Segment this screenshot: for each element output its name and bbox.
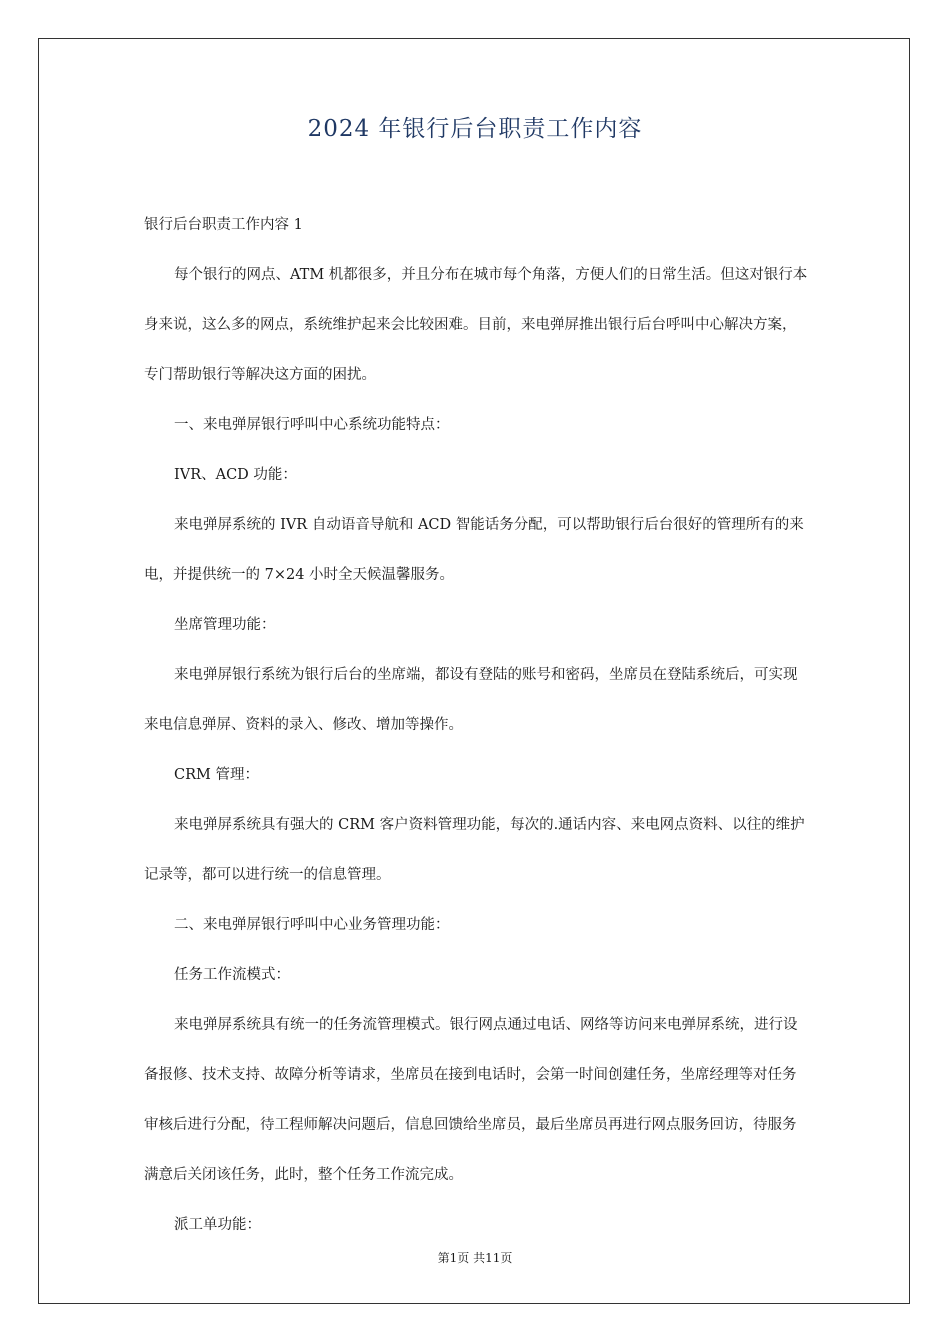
paragraph-9: 来电弹屏系统具有强大的 CRM 客户资料管理功能，每次的.通话内容、来电网点资料、以往的维护记录等，都可以进行统一的信息管理。 [144, 817, 805, 883]
paragraph-12: 来电弹屏系统具有统一的任务流管理模式。银行网点通过电话、网络等访问来电弹屏系统，进行设备报修、技术支持、故障分析等请求，坐席员在接到电话时，会第一时间创建任务，坐席经理等对任务审核后进行分配，待工程师解决问题后，信息回馈给坐席员，最后坐席员再进行网点服务回访，待服务满意后关闭该任务，此时，整个任务工作流完成。 [144, 1017, 798, 1183]
paragraph-5: 来电弹屏系统的 IVR 自动语音导航和 ACD 智能话务分配，可以帮助银行后台很好的管理所有的来电，并提供统一的 7×24 小时全天候温馨服务。 [144, 517, 804, 583]
document-title: 2024 年银行后台职责工作内容 [307, 116, 643, 142]
paragraph-13: 派工单功能： [174, 1217, 261, 1233]
paragraph-3: 一、来电弹屏银行呼叫中心系统功能特点： [174, 417, 450, 433]
paragraph-2: 每个银行的网点、ATM 机都很多，并且分布在城市每个角落，方便人们的日常生活。但这对银行本身来说，这么多的网点，系统维护起来会比较困难。目前，来电弹屏推出银行后台呼叫中心解决方案，专门帮助银行等解决这方面的困扰。 [144, 267, 808, 383]
paragraph-4: IVR、ACD 功能： [174, 467, 297, 483]
paragraph-10: 二、来电弹屏银行呼叫中心业务管理功能： [174, 917, 450, 933]
paragraph-1: 银行后台职责工作内容 1 [144, 217, 303, 233]
paragraph-8: CRM 管理： [174, 767, 259, 783]
document-body [144, 200, 808, 1250]
paragraph-7: 来电弹屏银行系统为银行后台的坐席端，都设有登陆的账号和密码，坐席员在登陆系统后，可实现来电信息弹屏、资料的录入、修改、增加等操作。 [144, 667, 798, 733]
page-footer: 第1页 共11页 [437, 1251, 513, 1265]
paragraph-11: 任务工作流模式： [174, 967, 290, 983]
paragraph-6: 坐席管理功能： [174, 617, 276, 633]
